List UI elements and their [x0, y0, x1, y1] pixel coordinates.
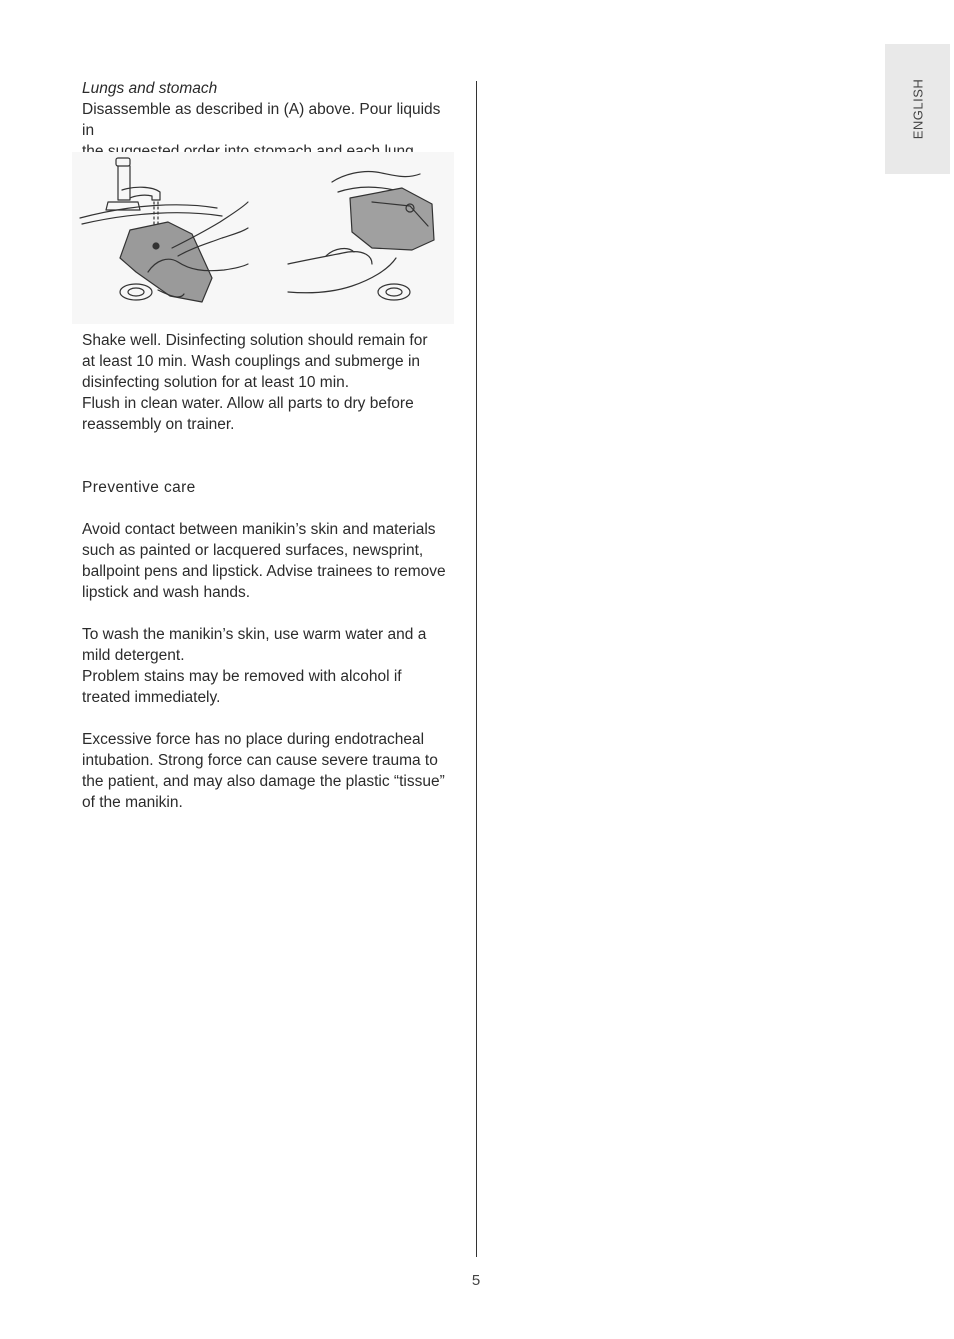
- preventive-care-paragraph-1: Avoid contact between manikin’s skin and materials such as painted or lacquered surfaces, newsprint, ballpoint pens and lipstick. Advise trainees to remove lipstick and wash hands.: [82, 521, 446, 601]
- preventive-care-paragraph-2: To wash the manikin’s skin, use warm water and a mild detergent. Problem stains may be removed with alcohol if treated immediately.: [82, 626, 427, 706]
- washing-illustration-svg: [72, 152, 454, 324]
- column-divider: [476, 81, 477, 1257]
- washing-illustration: [72, 152, 454, 324]
- language-tab: [885, 44, 950, 174]
- disinfecting-instructions: Shake well. Disinfecting solution should remain for at least 10 min. Wash couplings and submerge in disinfecting solution for at least 10 min. Flush in clean water. Allow all parts to dry before reassembly on trainer.: [82, 332, 428, 433]
- preventive-care-paragraph-3: Excessive force has no place during endotracheal intubation. Strong force can cause severe trauma to the patient, and may also damage the plastic “tissue” of the manikin.: [82, 731, 445, 811]
- section-intro-text: Disassemble as described in (A) above. Pour liquids in: [82, 101, 441, 139]
- section-lungs-stomach: [82, 78, 454, 162]
- section-heading-preventive-care: Preventive care: [82, 479, 196, 496]
- language-tab-label: ENGLISH: [910, 78, 925, 140]
- page-number: 5: [471, 1272, 481, 1289]
- section-heading-lungs-stomach: Lungs and stomach: [82, 80, 218, 97]
- section-preventive-care: [82, 477, 454, 813]
- section-after-figure: [82, 330, 454, 435]
